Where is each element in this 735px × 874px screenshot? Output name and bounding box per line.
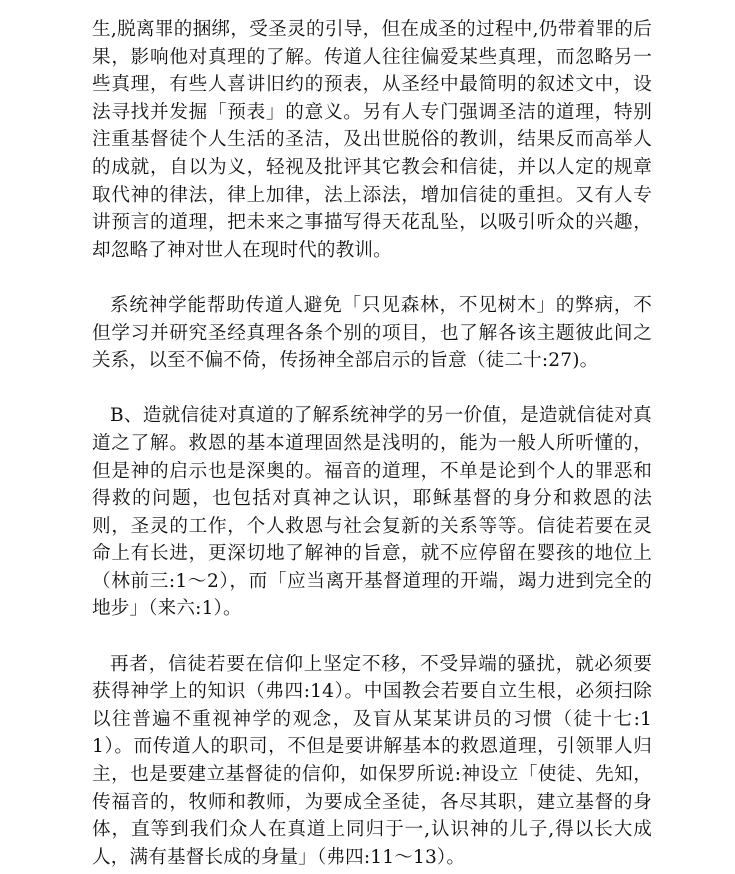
paragraph-systematic-theology-benefit: 系统神学能帮助传道人避免「只见森林，不见树木」的弊病，不但学习并研究圣经真理各条个别的项目，也了解各该主题彼此间之关系，以至不偏不倚，传扬神全部启示的旨意（徒二十:27)。 <box>92 294 652 372</box>
paragraph-furthermore: 再者，信徒若要在信仰上坚定不移，不受异端的骚扰，就必须要获得神学上的知识（弗四:14）。中国教会若要自立生根，必须扫除以往普遍不重视神学的观念，及盲从某某讲员的习惯（徒十七:11）。而传道人的职司，不但是要讲解基本的救恩道理，引领罪人归主，也是要建立基督徒的信仰，如保罗所说:神设立「使徒、先知，传福音的，牧师和教师，为要成全圣徒，各尽其职，建立基督的身体，直等到我们众人在真道上同归于一,认识神的儿子,得以长大成人，满有基督长成的身量」（弗四:11～13）。 <box>92 653 652 868</box>
paragraph-point-b: B、造就信徒对真道的了解系统神学的另一价值，是造就信徒对真道之了解。救恩的基本道理固然是浅明的，能为一般人所听懂的，但是神的启示也是深奥的。福音的道理，不单是论到个人的罪恶和得救的问题，也包括对真神之认识，耶稣基督的身分和救恩的法则，圣灵的工作，个人救恩与社会复新的关系等等。信徒若要在灵命上有长进，更深切地了解神的旨意，就不应停留在婴孩的地位上（林前三:1～2），而「应当离开基督道理的开端，竭力进到完全的地步」（来六:1）。 <box>92 405 652 620</box>
document-page <box>92 16 652 871</box>
paragraph-continuation: 生,脱离罪的捆绑，受圣灵的引导，但在成圣的过程中,仍带着罪的后果，影响他对真理的了解。传道人往往偏爱某些真理，而忽略另一些真理，有些人喜讲旧约的预表，从圣经中最简明的叙述文中，设法寻找并发掘「预表」的意义。另有人专门强调圣洁的道理，特别注重基督徒个人生活的圣洁，及出世脱俗的教训，结果反而高举人的成就，自以为义，轻视及批评其它教会和信徒，并以人定的规章取代神的律法，律上加律，法上添法，增加信徒的重担。又有人专讲预言的道理，把未来之事描写得天花乱坠，以吸引听众的兴趣，却忽略了神对世人在现时代的教训。 <box>92 19 652 261</box>
